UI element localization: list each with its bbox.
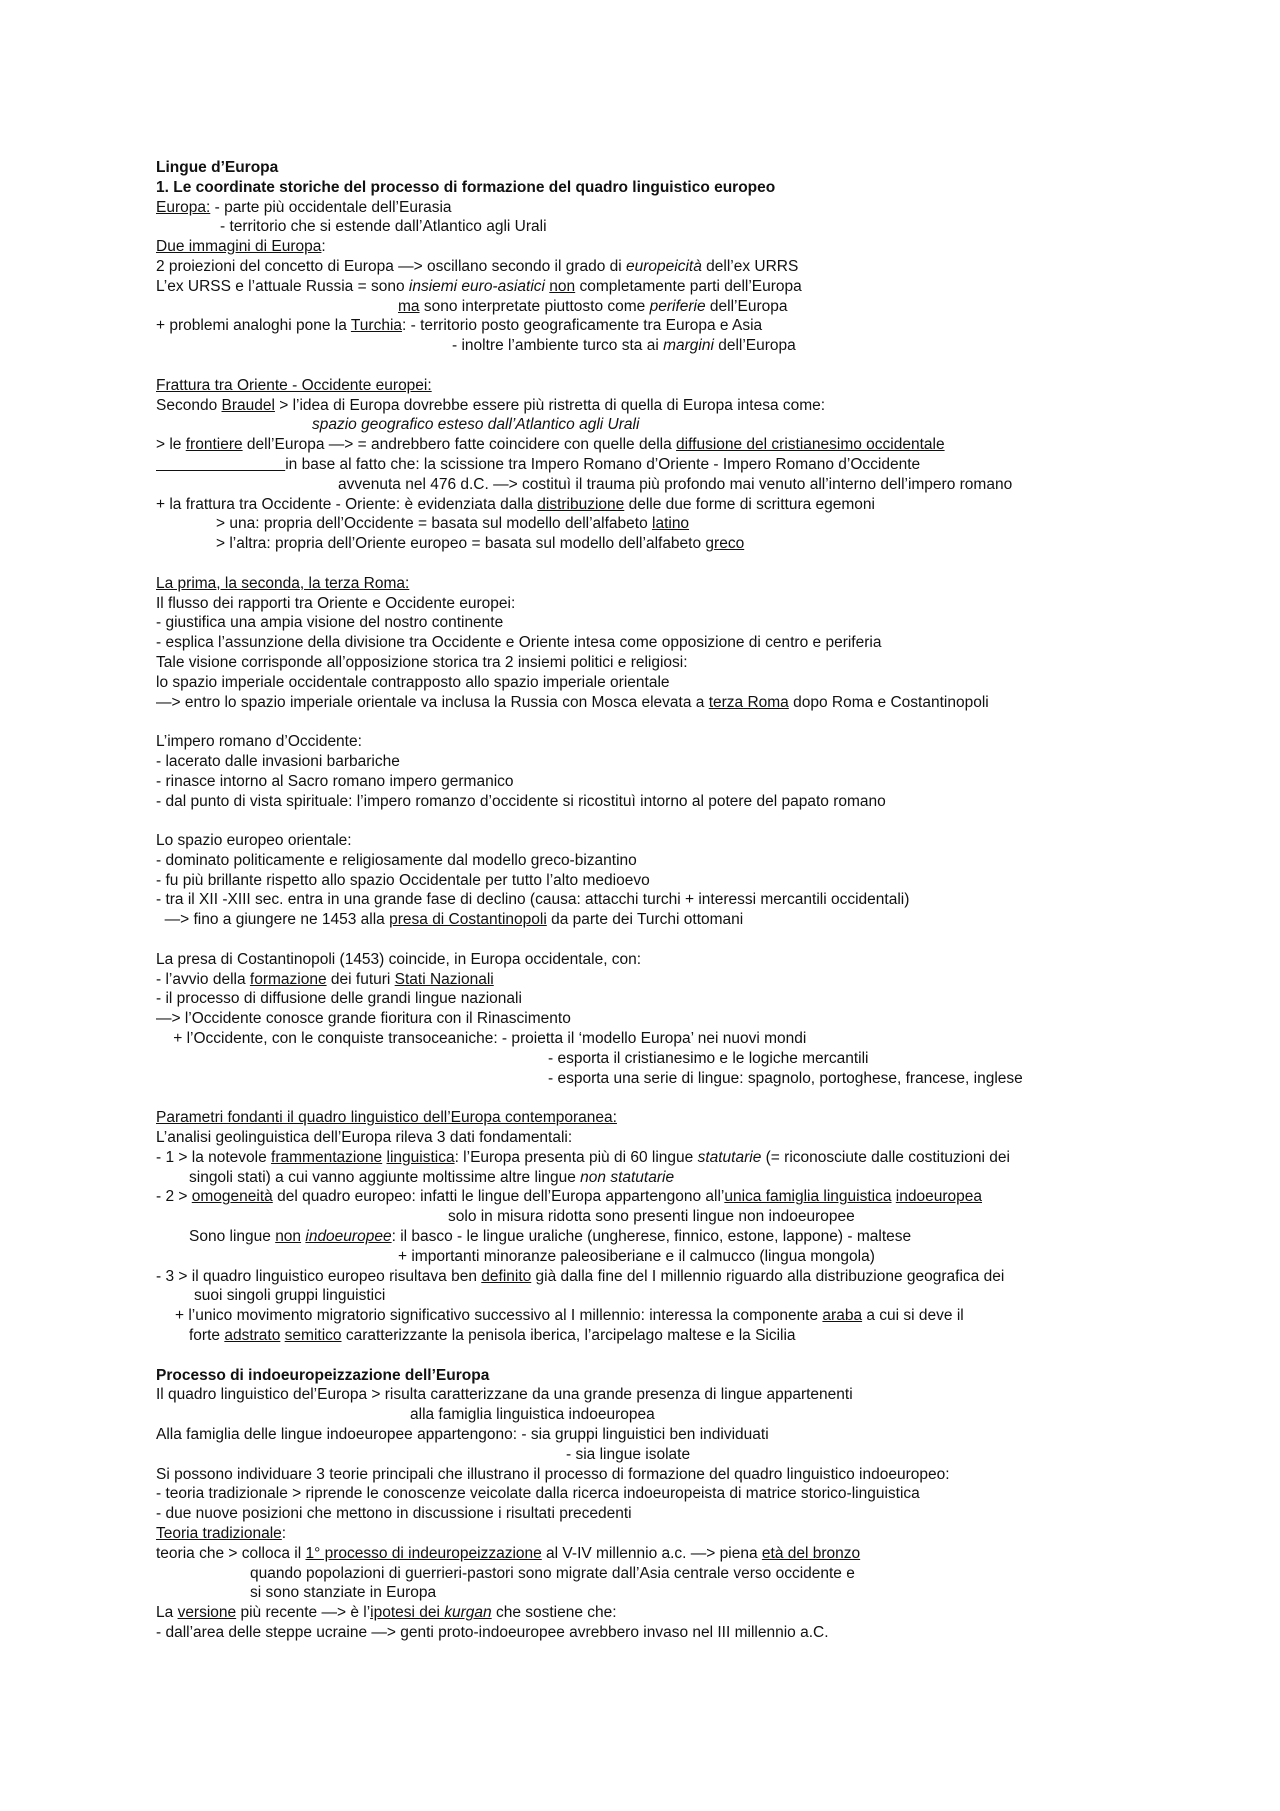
text-line: + problemi analoghi pone la Turchia: - territorio posto geograficamente tra Europa e Asia	[156, 317, 763, 335]
text-line: La presa di Costantinopoli (1453) coincide, in Europa occidentale, con:	[156, 950, 642, 968]
text-line: - teoria tradizionale > riprende le conoscenze veicolate dalla ricerca indoeuropeista di matrice storico-linguistica	[156, 1485, 920, 1503]
text-line: - fu più brillante rispetto allo spazio Occidentale per tutto l’alto medioevo	[156, 871, 650, 889]
text-line: - 2 > omogeneità del quadro europeo: infatti le lingue dell’Europa appartengono all’unica famiglia linguistica indoeuropea	[156, 1188, 982, 1206]
text-line: singoli stati) a cui vanno aggiunte moltissime altre lingue non statutarie	[189, 1168, 675, 1186]
text-line: si sono stanziate in Europa	[250, 1584, 437, 1602]
text-line: Tale visione corrisponde all’opposizione storica tra 2 insiemi politici e religiosi:	[156, 653, 688, 671]
subheading: Parametri fondanti il quadro linguistico dell’Europa contemporanea:	[156, 1109, 617, 1127]
section-heading: 1. Le coordinate storiche del processo di formazione del quadro linguistico europeo	[156, 178, 776, 196]
text-line: + la frattura tra Occidente - Oriente: è evidenziata dalla distribuzione delle due forme di scrittura egemoni	[156, 495, 875, 513]
text-line: - esporta il cristianesimo e le logiche mercantili	[548, 1049, 869, 1067]
text-line: lo spazio imperiale occidentale contrapposto allo spazio imperiale orientale	[156, 673, 670, 691]
document-title: Lingue d’Europa	[156, 159, 279, 176]
text-line: —> fino a giungere ne 1453 alla presa di Costantinopoli da parte dei Turchi ottomani	[156, 911, 744, 929]
subheading: Frattura tra Oriente - Occidente europei:	[156, 376, 432, 394]
text-line: > le frontiere dell’Europa —> = andrebbero fatte coincidere con quelle della diffusione del cristianesimo occidentale	[156, 436, 945, 454]
spacer	[156, 1346, 1266, 1366]
text-line: Il quadro linguistico del’Europa > risulta caratterizzane da una grande presenza di lingue appartenenti	[156, 1386, 853, 1404]
text-line: suoi singoli gruppi linguistici	[194, 1287, 386, 1305]
text-line: - dominato politicamente e religiosamente dal modello greco-bizantino	[156, 851, 637, 869]
spacer	[156, 1088, 1266, 1108]
text-line: - sia lingue isolate	[566, 1445, 691, 1463]
text-line: - rinasce intorno al Sacro romano impero germanico	[156, 772, 514, 790]
spacer	[156, 930, 1266, 950]
text-line: + importanti minoranze paleosiberiane e il calmucco (lingua mongola)	[398, 1247, 875, 1265]
text-line: solo in misura ridotta sono presenti lingue non indoeuropee	[448, 1208, 855, 1226]
text-line: L’impero romano d’Occidente:	[156, 733, 362, 751]
text-line: - 3 > il quadro linguistico europeo risultava ben definito già dalla fine del I millennio riguardo alla distribuzione geografica dei	[156, 1267, 1005, 1285]
text-line: teoria che > colloca il 1° processo di indeuropeizzazione al V-IV millennio a.c. —> piena età del bronzo	[156, 1544, 861, 1562]
text-line: Alla famiglia delle lingue indoeuropee appartengono: - sia gruppi linguistici ben individuati	[156, 1426, 769, 1443]
text-line: - dal punto di vista spirituale: l’impero romanzo d’occidente si ricostituì intorno al potere del papato romano	[156, 792, 886, 810]
text-line: Secondo Braudel > l’idea di Europa dovrebbe essere più ristretta di quella di Europa intesa come:	[156, 396, 826, 414]
text-line: - due nuove posizioni che mettono in discussione i risultati precedenti	[156, 1505, 632, 1523]
subheading: Due immagini di Europa	[156, 238, 322, 256]
text-line: La versione più recente —> è l’ipotesi dei kurgan che sostiene che:	[156, 1604, 617, 1622]
text-line: - territorio che si estende dall’Atlantico agli Urali	[220, 218, 547, 236]
text-line: - giustifica una ampia visione del nostro continente	[156, 614, 504, 632]
subheading-line: Teoria tradizionale:	[156, 1524, 287, 1542]
subheading: La prima, la seconda, la terza Roma:	[156, 574, 410, 592]
text-line: Lo spazio europeo orientale:	[156, 832, 352, 850]
spacer	[156, 712, 1266, 732]
text-line: Si possono individuare 3 teorie principali che illustrano il processo di formazione del quadro linguistico indoeuropeo:	[156, 1465, 950, 1483]
text-line: + l’Occidente, con le conquiste transoceaniche: - proietta il ‘modello Europa’ nei nuovi mondi	[156, 1030, 807, 1048]
term-europa: Europa:	[156, 198, 211, 216]
text-line: L’ex URSS e l’attuale Russia = sono insiemi euro-asiatici non completamente parti dell’Europa	[156, 277, 802, 295]
text-line: - esporta una serie di lingue: spagnolo, portoghese, francese, inglese	[548, 1069, 1023, 1087]
text-line: - dall’area delle steppe ucraine —> genti proto-indoeuropee avrebbero invaso nel III millennio a.C.	[156, 1623, 829, 1641]
text-line: - inoltre l’ambiente turco sta ai margini dell’Europa	[452, 337, 796, 355]
text-line: L’analisi geolinguistica dell’Europa rileva 3 dati fondamentali:	[156, 1129, 573, 1147]
text-line: Europa: - parte più occidentale dell’Eurasia	[156, 198, 452, 216]
text-line: ma sono interpretate piuttosto come periferie dell’Europa	[398, 297, 788, 315]
text-line: > una: propria dell’Occidente = basata sul modello dell’alfabeto latino	[216, 515, 690, 533]
text-line: quando popolazioni di guerrieri-pastori sono migrate dall’Asia centrale verso occidente e	[250, 1564, 855, 1582]
text-line: avvenuta nel 476 d.C. —> costituì il trauma più profondo mai venuto all’interno dell’impero romano	[338, 475, 1013, 493]
spacer	[156, 811, 1266, 831]
text-line: —> entro lo spazio imperiale orientale va inclusa la Russia con Mosca elevata a terza Roma dopo Roma e Costantinopoli	[156, 693, 989, 711]
section-heading: Processo di indoeuropeizzazione dell’Europa	[156, 1366, 490, 1384]
text-line: - esplica l’assunzione della divisione tra Occidente e Oriente intesa come opposizione di centro e periferia	[156, 634, 882, 652]
spacer	[156, 356, 1266, 376]
subheading: Teoria tradizionale	[156, 1524, 282, 1542]
text-line: spazio geografico esteso dall’Atlantico agli Urali	[312, 416, 640, 434]
text-line: forte adstrato semitico caratterizzante la penisola iberica, l’arcipelago maltese e la Sicilia	[189, 1327, 796, 1345]
text-line: Sono lingue non indoeuropee: il basco - le lingue uraliche (ungherese, finnico, estone, lappone) - maltese	[189, 1228, 912, 1246]
text-line: - il processo di diffusione delle grandi lingue nazionali	[156, 990, 522, 1008]
text-line: 2 proiezioni del concetto di Europa —> oscillano secondo il grado di europeicità dell’ex URRS	[156, 257, 799, 275]
subheading-line: Due immagini di Europa:	[156, 238, 326, 256]
text-line: in base al fatto che: la scissione tra Impero Romano d’Oriente - Impero Romano d’Occidente	[285, 455, 921, 473]
text-line: - lacerato dalle invasioni barbariche	[156, 752, 400, 770]
document-page	[156, 158, 1266, 1643]
text-line: Il flusso dei rapporti tra Oriente e Occidente europei:	[156, 594, 516, 612]
text-line: > l’altra: propria dell’Oriente europeo = basata sul modello dell’alfabeto greco	[216, 535, 745, 553]
text-line: —> l’Occidente conosce grande fioritura con il Rinascimento	[156, 1010, 571, 1028]
text-line: - l’avvio della formazione dei futuri Stati Nazionali	[156, 970, 494, 988]
text-line: alla famiglia linguistica indoeuropea	[410, 1406, 655, 1424]
text-line: - 1 > la notevole frammentazione linguistica: l’Europa presenta più di 60 lingue statutarie (= riconosciute dalle costituzioni dei	[156, 1148, 1010, 1166]
text-line: + l’unico movimento migratorio significativo successivo al I millennio: interessa la componente araba a cui si deve il	[175, 1307, 964, 1325]
text-line: - tra il XII -XIII sec. entra in una grande fase di declino (causa: attacchi turchi + interessi mercantili occidentali)	[156, 891, 910, 909]
spacer	[156, 554, 1266, 574]
